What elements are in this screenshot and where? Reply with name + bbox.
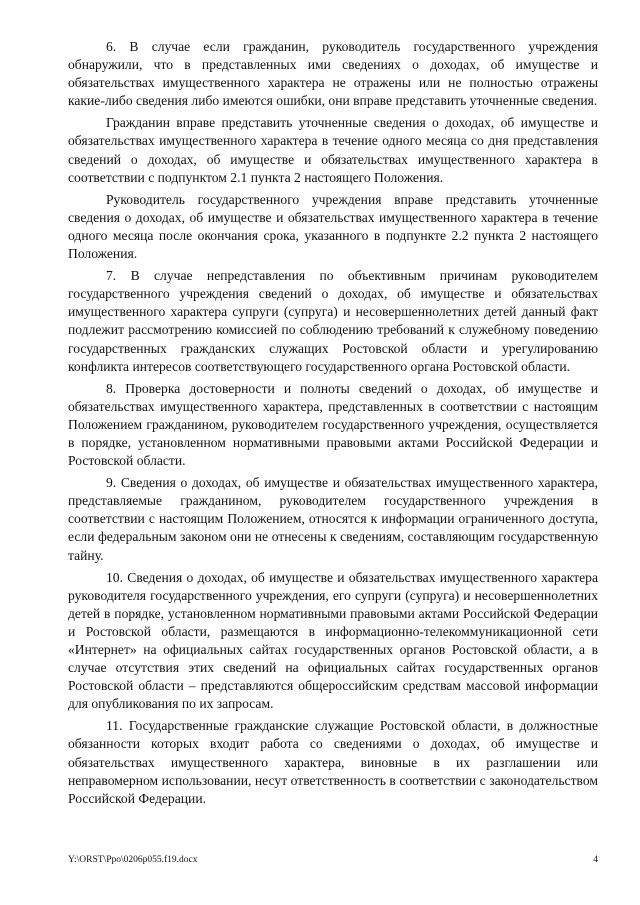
paragraph-6-citizen: Гражданин вправе представить уточненные сведения о доходах, об имуществе и обязательствах имущественного характера в течение одного месяца со дня представления сведений о доходах, об имуществе и обязательствах имущественного характера в соответствии с подпунктом 2.1 пункта 2 настоящего Положения. [68,115,598,185]
paragraph-8: 8. Проверка достоверности и полноты сведений о доходах, об имуществе и обязательствах имущественного характера, представленных в соответствии с настоящим Положением гражданином, руководителем государственного учреждения, осуществляется в порядке, установленном нормативными правовыми актами Российской Федерации и Ростовской области. [68,380,598,469]
paragraph-10: 10. Сведения о доходах, об имуществе и обязательствах имущественного характера руководителя государственного учреждения, его супруги (супруга) и несовершеннолетних детей в порядке, установленном нормативными правовыми актами Российской Федерации и Ростовской области, размещаются в информационно-телекоммуникационной сети «Интернет» на официальных сайтах государственных органов Ростовской области, а в случае отсутствия этих сведений на официальных сайтах государственных органов Ростовской области – представляются общероссийским средствам массовой информации для опубликования по их запросам. [68,569,598,712]
paragraph-6: 6. В случае если гражданин, руководитель государственного учреждения обнаружили, что в представленных ими сведениях о доходах, об имуществе и обязательствах имущественного характера не отражены или не полностью отражены какие-либо сведения либо имеются ошибки, они вправе представить уточненные сведения. [68,39,598,109]
paragraph-6-head: Руководитель государственного учреждения вправе представить уточненные сведения о доходах, об имуществе и обязательствах имущественного характера в течение одного месяца после окончания срока, указанного в подпункте 2.2 пункта 2 настоящего Положения. [68,191,598,262]
page-number: 4 [593,855,598,865]
paragraph-11: 11. Государственные гражданские служащие Ростовской области, в должностные обязанности которых входит работа со сведениями о доходах, об имуществе и обязательствах имущественного характера, виновные в их разглашении или неправомерном использовании, несут ответственность в соответствии с законодательством Российской Федерации. [68,718,598,806]
document-page [68,38,598,812]
paragraph-9: 9. Сведения о доходах, об имуществе и обязательствах имущественного характера, представляемые гражданином, руководителем государственного учреждения в соответствии с настоящим Положением, относятся к информации ограниченного доступа, если федеральным законом они не отнесены к сведениям, составляющим государственную тайну. [68,475,598,563]
paragraph-7: 7. В случае непредставления по объективным причинам руководителем государственного учреждения сведений о доходах, об имуществе и обязательствах имущественного характера супруги (супруга) и несовершеннолетних детей данный факт подлежит рассмотрению комиссией по соблюдению требований к служебному поведению государственных гражданских служащих Ростовской области и урегулированию конфликта интересов соответствующего государственного органа Ростовской области. [68,268,598,374]
file-path: Y:\ORST\Ppo\0206p055.f19.docx [68,855,198,865]
